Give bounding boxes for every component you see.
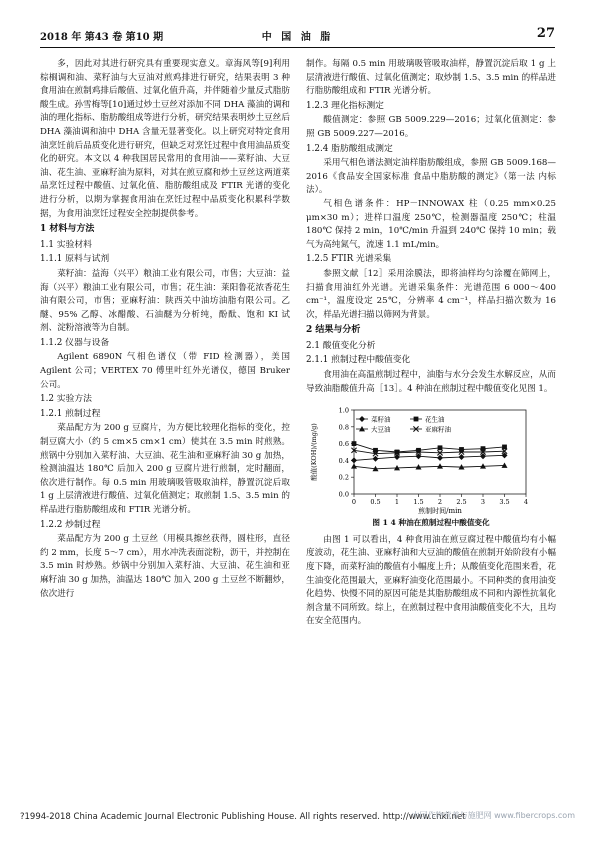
subsection-heading: 1.2.4 脂肪酸组成测定 — [306, 143, 393, 154]
acid-value-chart — [306, 402, 556, 514]
y-axis-label: 酸值(KOH)/(mg/g) — [310, 423, 318, 482]
data-point — [438, 446, 443, 451]
y-tick-label: 0.6 — [338, 440, 349, 449]
y-tick-label: 0.4 — [338, 457, 349, 466]
x-tick-label: 2.5 — [456, 498, 467, 507]
data-point — [414, 417, 419, 422]
data-point — [459, 454, 465, 460]
acid-value-paragraph: 食用油在高温煎制过程中，油脂与水分会发生水解反应，从而导致油脂酸值升高［13］。4 种油在煎制过程中酸值变化见图 1。 — [306, 370, 556, 394]
x-tick-label: 1.5 — [413, 498, 424, 507]
instruments-paragraph: Agilent 6890N 气相色谱仪（带 FID 检测器），美国 Agilent 公司；VERTEX 70 傅里叶红外光谱仪，德国 Bruker 公司。 — [40, 352, 290, 390]
subsection-heading: 1.2.5 FTIR 光谱采集 — [306, 254, 392, 265]
y-tick-label: 0.8 — [338, 423, 349, 432]
x-tick-label: 2 — [437, 498, 443, 507]
subsection-heading: 1.1 实验材料 — [40, 239, 92, 250]
x-tick-label: 0 — [351, 498, 357, 507]
data-point — [459, 447, 464, 452]
subsection-heading: 2.1.1 煎制过程中酸值变化 — [306, 355, 411, 366]
data-point — [352, 441, 357, 446]
x-tick-label: 1 — [394, 498, 400, 507]
data-point — [502, 445, 507, 450]
data-point — [437, 455, 443, 461]
right-column — [306, 58, 556, 629]
data-point — [351, 464, 357, 469]
subsection-heading: 1.2.2 炒制过程 — [40, 519, 101, 530]
section-heading: 2 结果与分析 — [306, 325, 361, 336]
copyright-text: ?1994-2018 China Academic Journal Electronic Publishing House. All rights reserved. http://www.cnki.net — [20, 812, 466, 822]
header-rule — [40, 47, 555, 48]
gc-conditions-paragraph: 气相色谱条件：HP－INNOWAX 柱（0.25 mm×0.25 μm×30 m）；进样口温度 250℃，检测器温度 250℃；柱温 180℃ 保持 2 min，10℃/min 升温到 240℃ 保持 10 min；载气为高纯氮气，流速 1.1 mL/min。 — [306, 198, 556, 250]
physchem-paragraph: 酸值测定：参照 GB 5009.229—2016；过氧化值测定：参照 GB 5009.227—2016。 — [306, 115, 556, 139]
legend-label: 花生油 — [425, 415, 445, 424]
figure-caption: 图 1 4 种油在煎制过程中酸值变化 — [372, 518, 490, 528]
x-axis-label: 煎制时间/min — [418, 507, 462, 515]
section-heading: 1 材料与方法 — [40, 224, 95, 235]
y-tick-label: 0.2 — [338, 473, 349, 482]
subsection-heading: 1.2.3 理化指标测定 — [306, 100, 384, 111]
x-tick-label: 3 — [480, 498, 486, 507]
issue-label: 2018 年 第43 卷 第10 期 — [40, 32, 164, 43]
subsection-heading: 1.2 实验方法 — [40, 394, 92, 405]
stir-fry-paragraph: 菜品配方为 200 g 土豆丝（用模具擦丝获得，圆柱形，直径约 2 mm，长度 5～7 cm），用水冲洗表面淀粉，沥干，并控制在 3.5 min 时炒熟。炒锅中分别加入菜籽油、大豆油、花生油和亚麻籽油 30 g 加热，油温达 180℃ 加入 200 g 土豆丝不断翻炒，依次进行 — [40, 534, 290, 599]
y-tick-label: 1.0 — [338, 406, 349, 415]
left-column — [40, 58, 290, 601]
page-header — [40, 26, 555, 44]
data-point — [395, 450, 400, 455]
journal-name: 中 国 油 脂 — [261, 32, 334, 43]
legend-label: 菜籽油 — [371, 415, 391, 424]
legend-label: 大豆油 — [371, 425, 391, 434]
x-tick-label: 4 — [523, 498, 529, 507]
fatty-acid-paragraph: 采用气相色谱法测定油样脂肪酸组成，参照 GB 5009.168—2016《食品安全国家标准 食品中脂肪酸的测定》（第一法 内标法）。 — [306, 158, 556, 196]
subsection-heading: 2.1 酸值变化分析 — [306, 340, 376, 351]
continued-paragraph: 制作。每隔 0.5 min 用玻璃吸管吸取油样，静置沉淀后取 1 g 上层清液进行酸值、过氧化值测定；取炒制 1.5、3.5 min 的样品进行脂肪酸组成和 FTIR 光谱分析。 — [306, 59, 556, 97]
watermark-text: 中国作物营养与施肥网 www.fibercrops.com — [411, 811, 575, 820]
figure-1 — [306, 402, 556, 530]
data-point — [373, 456, 379, 462]
result-paragraph: 由图 1 可以看出，4 种食用油在煎豆腐过程中酸值均有小幅度波动，花生油、亚麻籽油和大豆油的酸值在煎制开始阶段有小幅度下降，而菜籽油的酸值有小幅度上升；从酸值变化范围来看，花生油变化范围最大，亚麻籽油变化范围最小。不同种类的食用油变化趋势、快慢不同的原因可能是其脂肪酸组成不同和内源性抗氧化剂含量不同所致。综上，在煎制过程中食用油酸值变化不大，且均在安全范围内。 — [306, 534, 556, 627]
x-tick-label: 3.5 — [499, 498, 510, 507]
data-point — [359, 416, 365, 422]
frying-paragraph: 菜品配方为 200 g 豆腐片，为方便比较理化指标的变化，控制豆腐大小（约 5 cm×5 cm×1 cm）使其在 3.5 min 时煎熟。煎锅中分别加入菜籽油、大豆油、花生油和亚麻籽油 30 g 加热，检测油温达 180℃ 后加入 200 g 豆腐片进行煎制，定时翻面，依次进行制作。每 0.5 min 用玻璃吸管吸取油样，静置沉淀后取 1 g 上层清液进行酸值、过氧化值测定；取煎制 1.5、3.5 min 的样品进行脂肪酸组成和 FTIR 光谱分析。 — [40, 423, 290, 515]
page-number: 27 — [536, 26, 555, 41]
legend-label: 亚麻籽油 — [425, 425, 451, 434]
intro-paragraph: 多，因此对其进行研究具有重要现实意义。章海风等[9]利用棕榈调和油、菜籽油与大豆油对煎鸡排进行研究，结果表明 3 种食用油在煎制鸡排后酸值、过氧化值升高，并伴随着少量反式脂肪酸生成。孙雪梅等[10]通过炒土豆丝对添加不同 DHA 藻油的调和油的理化指标、脂肪酸组成等进行分析，研究结果表明炒土豆丝后 DHA 藻油调和油中 DHA 含量无显著变化。以上研究对特定食用油烹饪前后品质变化进行研究，但缺乏对烹饪过程中食用油品质变化的研究。本文以 4 种我国居民常用的食用油——菜籽油、大豆油、花生油、亚麻籽油为原料，对其在煎豆腐和炒土豆丝这两道菜品烹饪过程中酸值、过氧化值、脂肪酸组成及 FTIR 光谱的变化进行分析，以期为掌握食用油在烹饪过程中品质变化积累科学数据，为食用油烹饪过程安全控制提供参考。 — [40, 59, 290, 219]
x-tick-label: 0.5 — [370, 498, 381, 507]
data-point — [351, 458, 357, 464]
materials-paragraph: 菜籽油：益海（兴平）粮油工业有限公司，市售；大豆油：益海（兴平）粮油工业有限公司，市售；花生油：莱阳鲁花浓香花生油有限公司，市售；亚麻籽油：陕西关中油坊油脂有限公司。乙醚、95% 乙醇、冰醋酸、石油醚为分析纯，酚酞、饱和 KI 试剂、淀粉溶液等为自制。 — [40, 268, 290, 334]
subsection-heading: 1.2.1 煎制过程 — [40, 408, 101, 419]
y-tick-label: 0.0 — [338, 490, 349, 499]
ftir-paragraph: 参照文献［12］采用涂膜法，即将油样均匀涂覆在筛网上，扫描食用油红外光谱。光谱采集条件：光谱范围 6 000～400 cm⁻¹，温度设定 25℃，分辨率 4 cm⁻¹，样品扫描次数为 16 次，样品光谱扫描以筛网为背景。 — [306, 268, 556, 320]
page-footer — [20, 812, 575, 822]
subsection-heading: 1.1.1 原料与试剂 — [40, 254, 110, 265]
subsection-heading: 1.1.2 仪器与设备 — [40, 337, 110, 348]
